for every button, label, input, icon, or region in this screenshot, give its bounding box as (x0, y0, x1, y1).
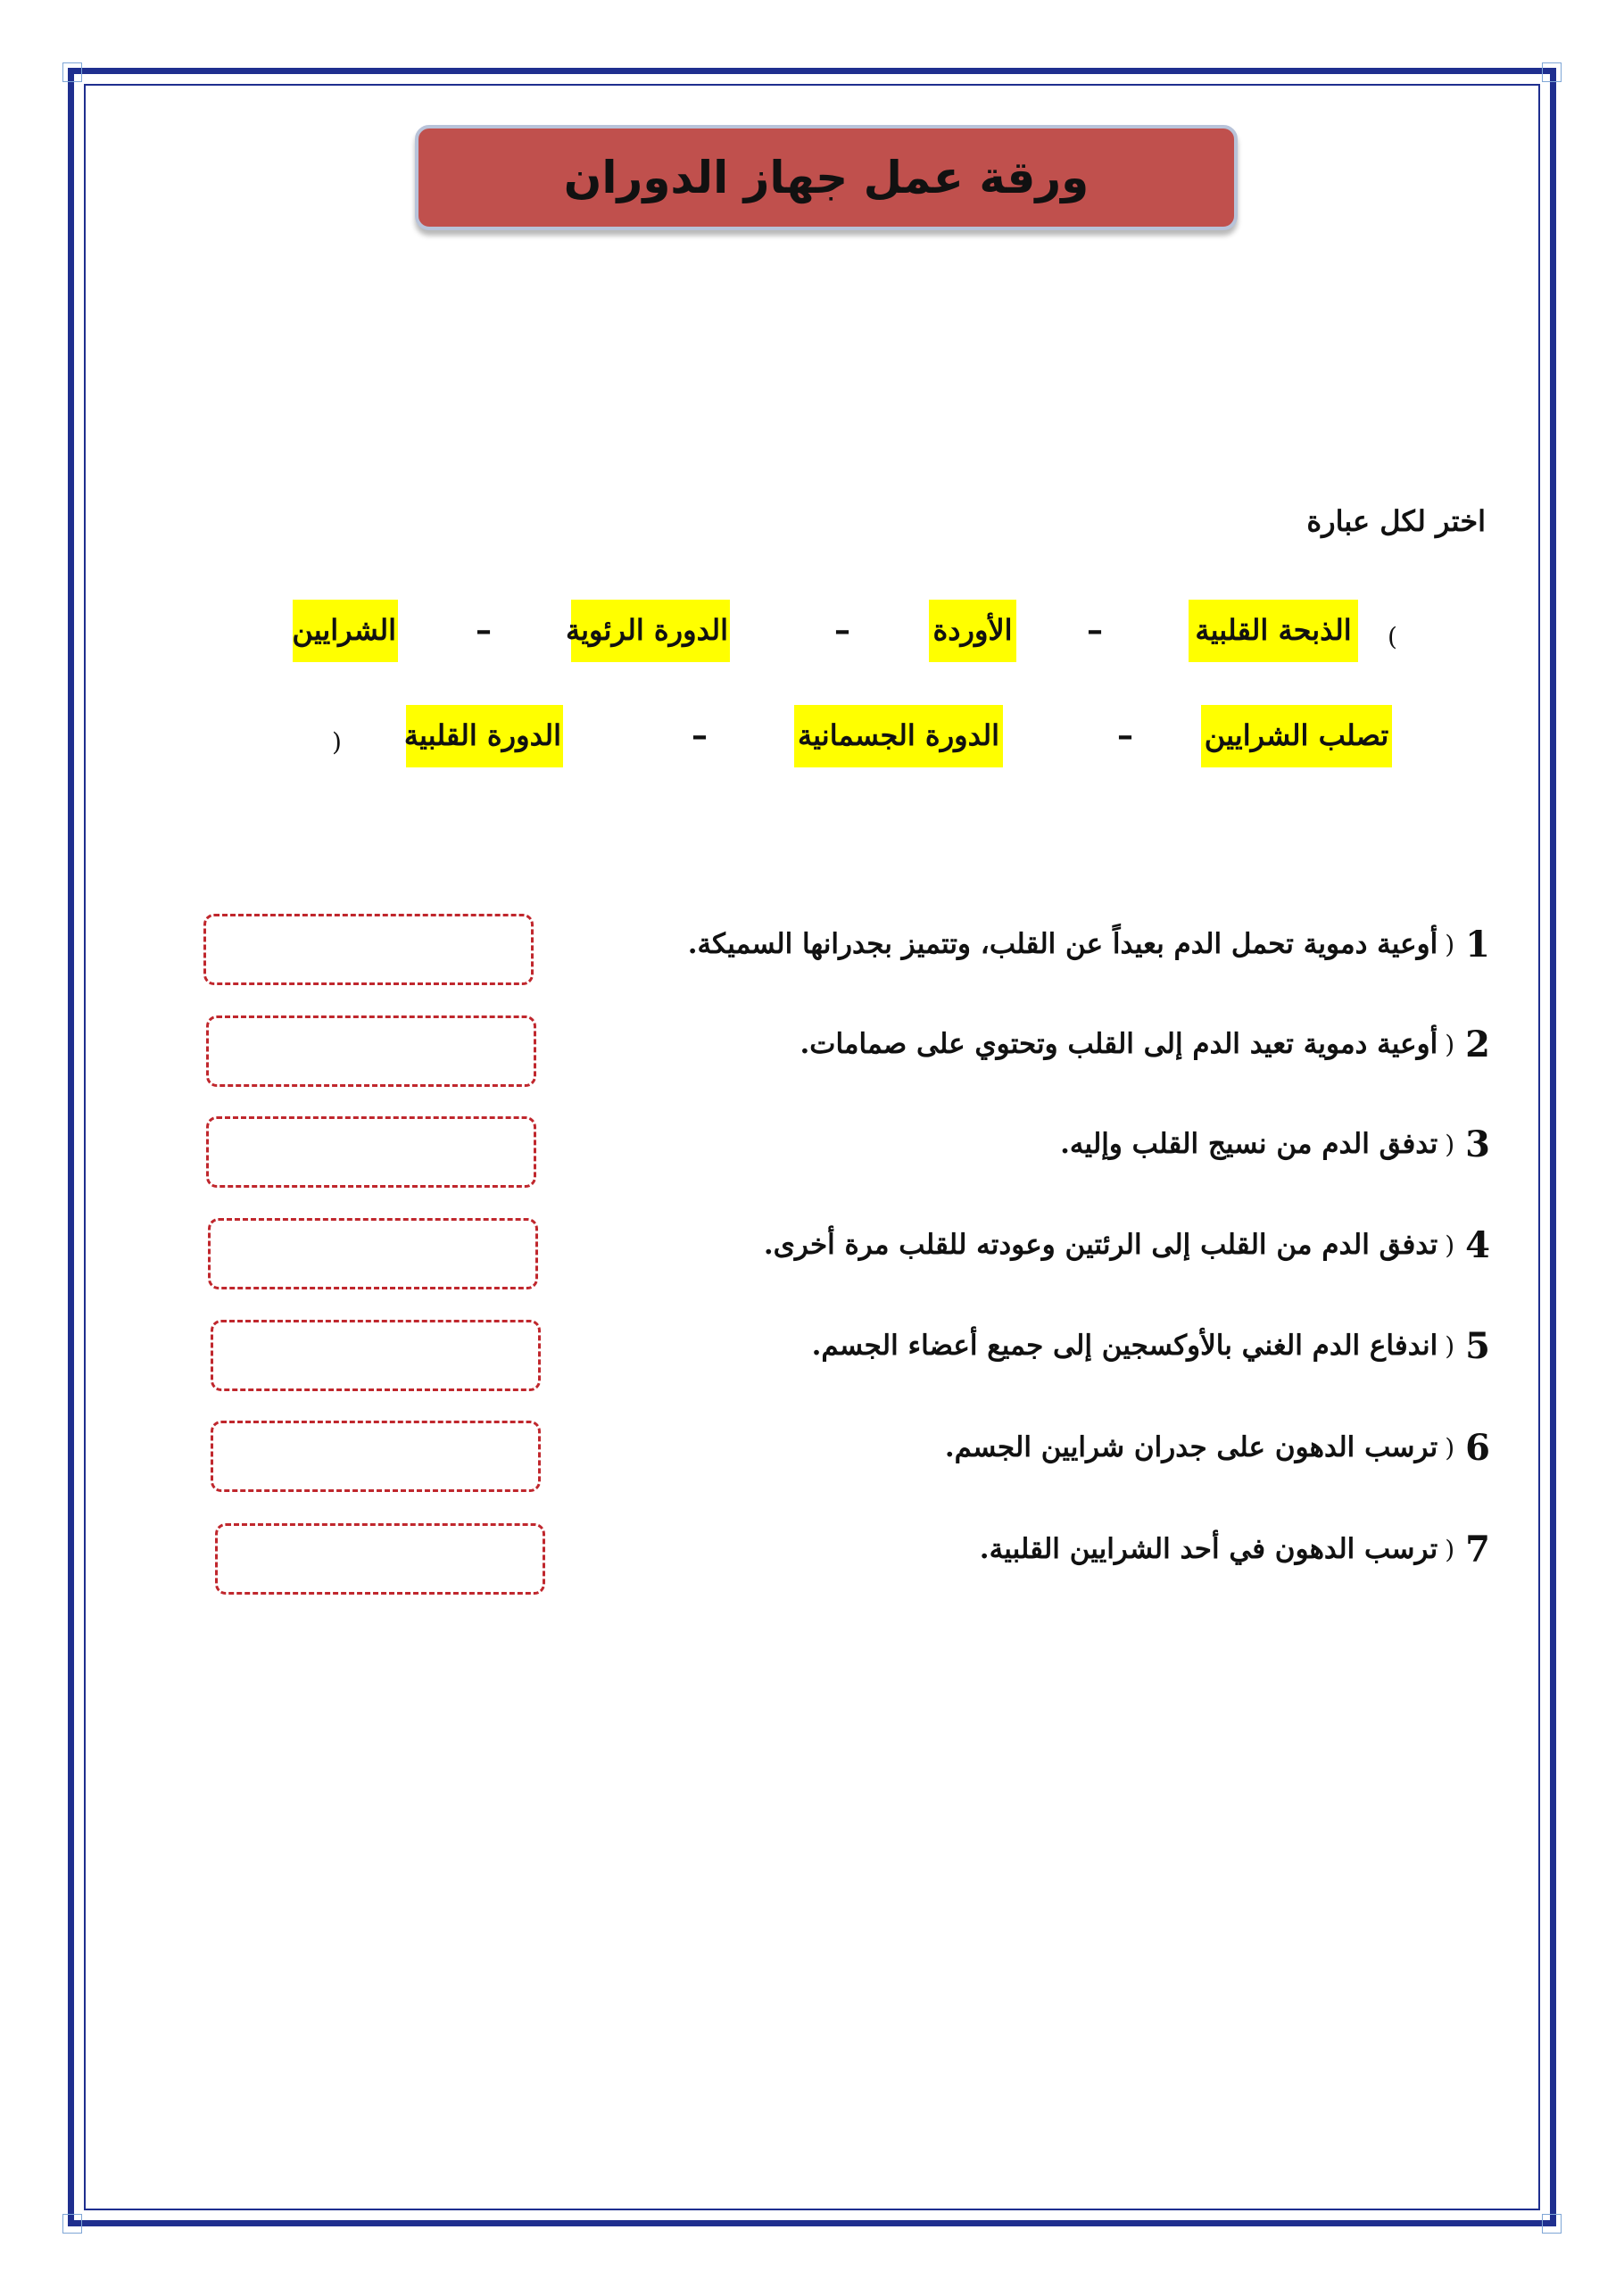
question-number: 3 (1465, 1123, 1490, 1165)
question-paren: ) (1445, 1230, 1455, 1260)
question-number: 6 (1465, 1426, 1490, 1469)
word-bank-item: الأوردة (929, 600, 1016, 662)
word-bank-item: الشرايين (293, 600, 398, 662)
word-bank-item: الدورة الجسمانية (794, 705, 1003, 767)
answer-box-7[interactable] (215, 1523, 545, 1595)
corner-mark-top-left (62, 62, 82, 82)
word-bank-item: الذبحة القلبية (1189, 600, 1358, 662)
answer-box-2[interactable] (206, 1015, 536, 1087)
question-number: 2 (1465, 1023, 1490, 1065)
question-text: تدفق الدم من نسيج القلب وإليه. (1060, 1128, 1438, 1160)
corner-mark-top-right (1542, 62, 1562, 82)
instruction-text: اختر لكل عبارة (1306, 504, 1486, 538)
word-bank-item: الدورة الرئوية (571, 600, 730, 662)
word-bank-open-paren: ( (1388, 622, 1397, 651)
question-row-3 (1060, 1117, 1490, 1171)
answer-box-5[interactable] (211, 1320, 541, 1391)
question-paren: ) (1445, 1129, 1455, 1159)
question-text: اندفاع الدم الغني بالأوكسجين إلى جميع أعضاء الجسم. (811, 1330, 1438, 1362)
question-paren: ) (1445, 1432, 1455, 1463)
question-row-4 (764, 1218, 1490, 1272)
question-text: ترسب الدهون في أحد الشرايين القلبية. (979, 1533, 1438, 1565)
answer-box-4[interactable] (208, 1218, 538, 1289)
question-row-5 (812, 1319, 1490, 1372)
word-bank-item: الدورة القلبية (406, 705, 563, 767)
answer-box-3[interactable] (206, 1116, 536, 1188)
question-text: ترسب الدهون على جدران شرايين الجسم. (944, 1431, 1438, 1463)
page-title: ورقة عمل جهاز الدوران (563, 152, 1090, 203)
question-row-2 (800, 1017, 1490, 1071)
question-text: أوعية دموية تعيد الدم إلى القلب وتحتوي على صمامات. (800, 1028, 1438, 1060)
answer-box-6[interactable] (211, 1421, 541, 1492)
word-bank-dash: – (834, 611, 850, 649)
corner-mark-bottom-left (62, 2214, 82, 2234)
question-paren: ) (1445, 1330, 1455, 1361)
question-paren: ) (1445, 1029, 1455, 1059)
word-bank-dash: – (1087, 611, 1103, 649)
question-row-6 (945, 1421, 1490, 1474)
question-row-1 (688, 917, 1490, 971)
question-paren: ) (1445, 1534, 1455, 1564)
word-bank-dash: – (1117, 717, 1133, 754)
question-text: أوعية دموية تحمل الدم بعيداً عن القلب، وتتميز بجدرانها السميكة. (687, 928, 1438, 960)
word-bank-close-paren: ) (332, 727, 342, 757)
word-bank-item: تصلب الشرايين (1201, 705, 1392, 767)
word-bank-dash: – (692, 717, 708, 754)
question-number: 7 (1465, 1528, 1490, 1571)
corner-mark-bottom-right (1542, 2214, 1562, 2234)
question-row-7 (980, 1522, 1490, 1576)
question-text: تدفق الدم من القلب إلى الرئتين وعودته للقلب مرة أخرى. (763, 1229, 1438, 1261)
word-bank-dash: – (476, 611, 492, 649)
question-number: 5 (1465, 1324, 1490, 1367)
question-number: 4 (1465, 1223, 1490, 1266)
question-paren: ) (1445, 929, 1455, 959)
answer-box-1[interactable] (203, 914, 534, 985)
question-number: 1 (1465, 923, 1490, 966)
title-banner (415, 125, 1238, 230)
